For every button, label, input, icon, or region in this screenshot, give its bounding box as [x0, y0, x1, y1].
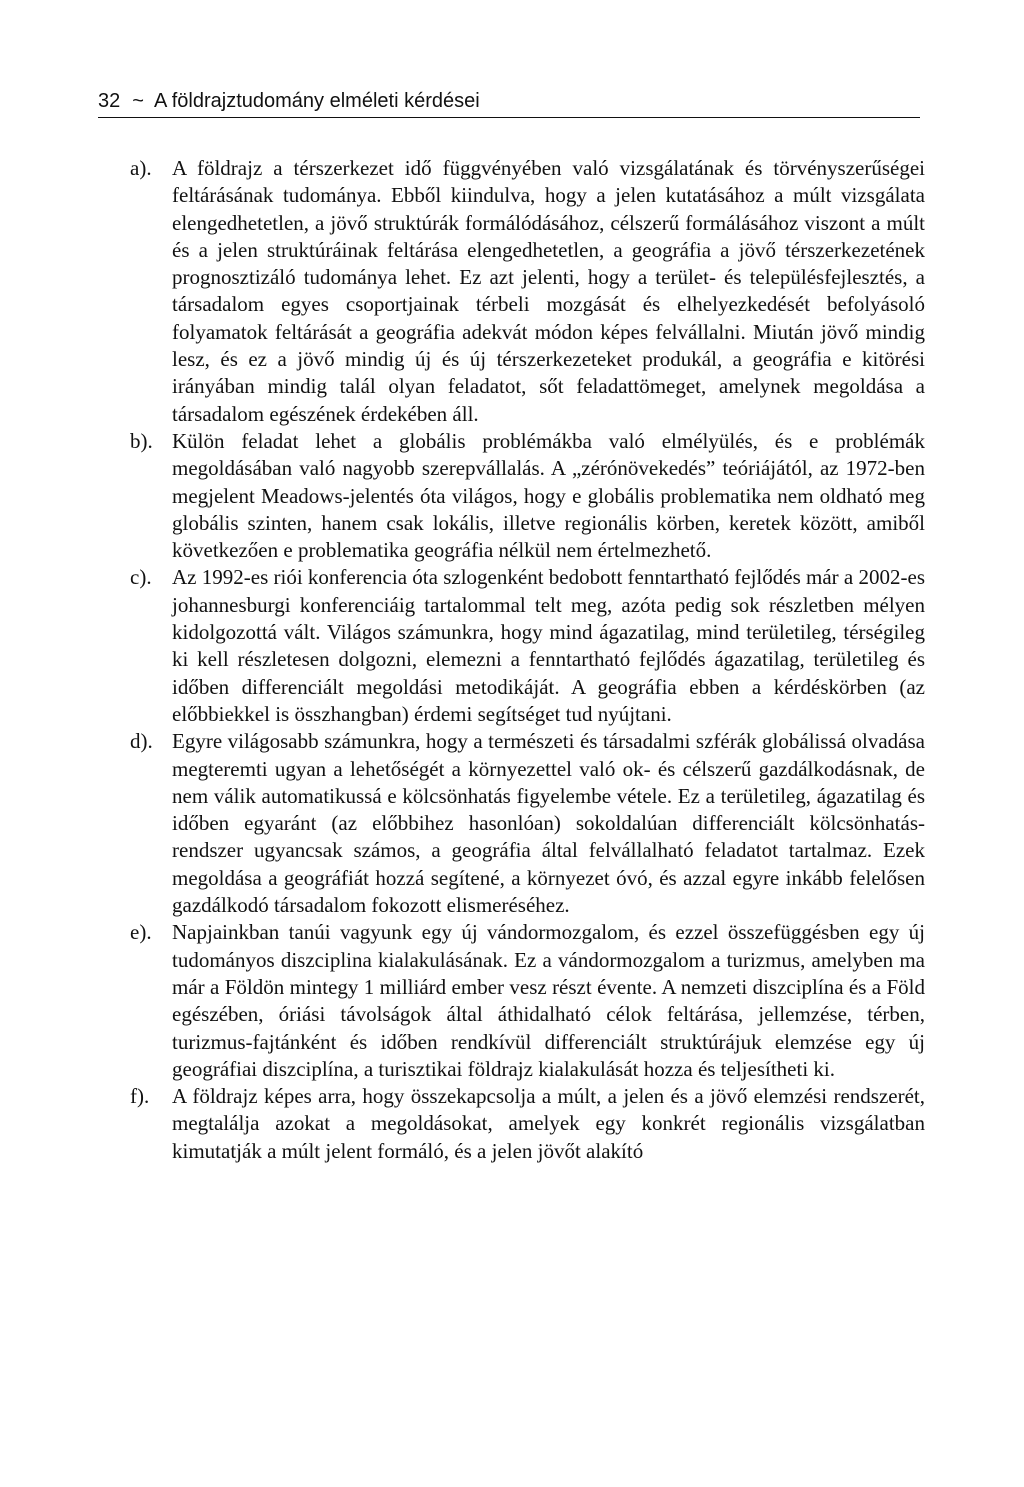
item-text: Külön feladat lehet a globális problémákba való elmélyülés, és e problémák megoldásában való nagyobb szerepvállalás. A „zérónövekedés” teóriájától, az 1972-ben megjelent Meadows-jelentés óta világos, hogy e globális problematika nem oldható meg globális szinten, hanem csak lokális, illetve regionális körben, keretek között, amiből következően e problematika geográfia nélkül nem értelmezhető.: [172, 428, 925, 563]
item-text: Napjainkban tanúi vagyunk egy új vándormozgalom, és ezzel összefüggésben egy új tudományos diszciplina kialakulásának. Ez a vándormozgalom a turizmus, amelyben ma már a Földön mintegy 1 milliárd ember vesz részt évente. A nemzeti diszciplína és a Föld egészében, óriási távolságok által áthidalható célok feltárása, jellemzése, térben, turizmus-fajtánként és időben rendkívül differenciált struktúrájuk elemzése egy új geográfiai diszciplína, a turisztikai földrajz kialakulását hozza és teljesítheti ki.: [172, 920, 925, 1081]
body-text: [130, 155, 925, 1165]
header-separator: ~: [132, 90, 144, 112]
list-item-a: [130, 155, 925, 428]
list-item-c: [130, 564, 925, 728]
item-marker: f).: [130, 1084, 150, 1109]
list-item-e: [130, 919, 925, 1083]
running-header: [98, 86, 920, 116]
running-title: A földrajztudomány elméleti kérdései: [153, 90, 480, 112]
page-number: 32: [98, 90, 121, 112]
list-item-b: [130, 428, 925, 564]
item-text: A földrajz a térszerkezet idő függvényében való vizsgálatának és törvényszerűségei feltárásának tudománya. Ebből kiindulva, hogy a jelen kutatásához a múlt vizsgálata elengedhetetlen, a jövő struktúrák formálódásához, célszerű formálásához viszont a múlt és a jelen struktúráinak feltárása elengedhetetlen, a geográfia a jövő térszerkezetének prognosztizáló tudománya lehet. Ez azt jelenti, hogy a terület- és településfejlesztés, a társadalom egyes csoportjainak térbeli mozgását és elhelyezkedését befolyásoló folyamatok feltárását a geográfia adekvát módon képes felvállalni. Miután jövő mindig lesz, és ez a jövő mindig új és új térszerkezeteket produkál, a geográfia e kitörési irányában mindig talál olyan feladatot, sőt feladattömeget, amelynek megoldása a társadalom egészének érdekében áll.: [172, 156, 925, 426]
item-marker: d).: [130, 729, 153, 754]
list-item-f: [130, 1083, 925, 1165]
item-text: Egyre világosabb számunkra, hogy a természeti és társadalmi szférák globálissá olvadása megteremti ugyan a lehetőségét a környezettel való ok- és célszerű gazdálkodásnak, de nem válik automatikussá e kölcsönhatás figyelembe vétele. Ez a területileg, ágazatilag és időben egyaránt (az előbbihez hasonlóan) sokoldalúan differenciált kölcsönhatás-rendszer ugyancsak számos, a geográfia által felvállalható feladatot tartalmaz. Ezek megoldása a geográfiát hozzá segítené, a környezet óvó, és azzal egyre inkább felelősen gazdálkodó társadalom fokozott elismeréséhez.: [172, 729, 925, 918]
item-marker: a).: [130, 156, 152, 180]
list-item-d: [130, 728, 925, 919]
item-text: Az 1992-es riói konferencia óta szlogenként bedobott fenntartható fejlődés már a 2002-es johannesburgi konferenciáig tartalommal telt meg, azóta pedig sok részletben mélyen kidolgozottá vált. Világos számunkra, hogy mind ágazatilag, mind területileg, térségileg ki kell részletesen dolgozni, elemezni a fenntartható fejlődés ágazatilag, területileg és időben differenciált megoldási metodikáját. A geográfia ebben a kérdéskörben (az előbbiekkel is összhangban) érdemi segítséget tud nyújtani.: [172, 565, 925, 726]
header-rule: [98, 117, 920, 118]
item-marker: e).: [130, 920, 152, 945]
item-marker: c).: [130, 565, 152, 590]
item-text: A földrajz képes arra, hogy összekapcsolja a múlt, a jelen és a jövő elemzési rendszerét, megtalálja azokat a megoldásokat, amelyek egy konkrét regionális vizsgálatban kimutatják a múlt jelent formáló, és a jelen jövőt alakító: [172, 1084, 925, 1163]
item-marker: b).: [130, 428, 153, 453]
